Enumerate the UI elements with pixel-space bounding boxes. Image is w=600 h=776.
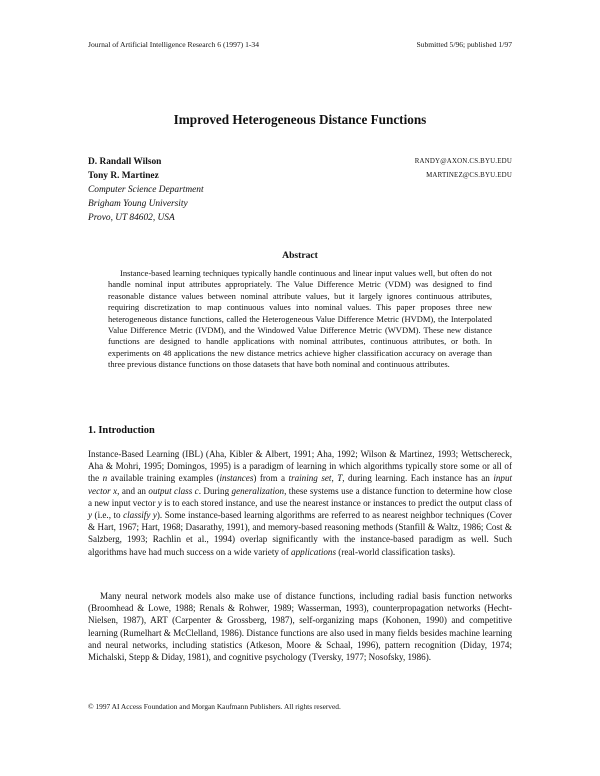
text-run-italic: T: [337, 473, 343, 484]
text-run-italic: training set: [288, 473, 332, 484]
journal-citation: Journal of Artificial Intelligence Research 6 (1997) 1-34: [88, 40, 260, 49]
affiliation-line: Computer Science Department: [88, 185, 204, 195]
affiliation-line: Provo, UT 84602, USA: [88, 213, 175, 223]
author-block: [88, 155, 512, 225]
text-run: Many neural network models also make use of distance functions, including radial basis function networks (Broomhead & Lowe, 1988; Renals & Rohwer, 1989; Wasserman, 1993), counterpropagation networks (Hecht-Nielsen, 1987), ART (Carpenter & Grossberg, 1987), self-organizing maps (Kohonen, 1990) and competitive learning (Rumelhart & McClelland, 1986). Distance functions are also used in many fields besides machine learning and neural networks, including statistics (Atkeson, Moore & Schaal, 1996), pattern recognition (Diday, 1974; Michalski, Stepp & Diday, 1981), and cognitive psychology (Tversky, 1977; Nosofsky, 1986).: [88, 591, 513, 663]
text-run-italic: instances: [219, 473, 254, 484]
running-head: [88, 40, 512, 49]
text-run: ,: [331, 473, 338, 484]
text-run-italic: applications: [291, 546, 337, 557]
author-row: [88, 169, 512, 183]
text-run: is to each stored instance, and use the nearest instance or instances to predict the output class of: [161, 497, 512, 508]
abstract-heading: Abstract: [282, 250, 318, 261]
author-email: MARTINEZ@CS.BYU.EDU: [426, 172, 512, 179]
submission-dates: Submitted 5/96; published 1/97: [416, 40, 512, 49]
section-heading: 1. Introduction: [88, 425, 155, 436]
text-run-italic: generalization: [231, 485, 285, 496]
text-run: Instance-Based Learning (IBL) (Aha, Kibler & Albert, 1991; Aha, 1992; Wilson & Martinez, 1993; Wettschereck, Aha & Mohri, 1995; Domingos, 1995) is a paradigm of learning in which algorithms typically store some or all of the: [88, 449, 512, 484]
text-run: (real-world classification tasks).: [336, 546, 456, 557]
text-run: ). Some instance-based learning algorithms are referred to as nearest neighbor techniques (Cover & Hart, 1967; Hart, 1968; Dasarathy, 1991), and memory-based reasoning methods (Stanfill & Waltz, 1986; Cost & Salzberg, 1993; Rachlin et al., 1994) overlap significantly with the instance-based paradigm as well. Such algorithms have had much success on a wide variety of: [88, 510, 513, 557]
text-run-italic: n: [102, 473, 108, 484]
affiliation-line: Brigham Young University: [88, 199, 188, 209]
text-run: , and an: [117, 485, 149, 496]
text-run-italic: y: [88, 510, 93, 521]
text-run: . During: [198, 485, 232, 496]
text-run: , these systems use a distance function to determine how close a new input vector: [88, 485, 512, 508]
text-run: (i.e., to: [92, 510, 124, 521]
text-run-italic: y: [157, 497, 162, 508]
intro-paragraph-2: [88, 590, 512, 663]
text-run-italic: output class c: [148, 485, 199, 496]
text-run-italic: input vector x: [88, 473, 513, 496]
text-run-italic: classify y: [123, 510, 157, 521]
author-name: D. Randall Wilson: [88, 157, 162, 167]
abstract-text: [108, 268, 492, 371]
intro-paragraph-1: [88, 448, 512, 558]
author-row: [88, 155, 512, 169]
abstract-body: Instance-based learning techniques typically handle continuous and linear input values well, but often do not handle nominal input attributes appropriately. The Value Difference Metric (VDM) was designed to find reasonable distance values between nominal attribute values, but it largely ignores continuous attributes, requiring discretization to map continuous values into nominal values. This paper proposes three new heterogeneous distance functions, called the Heterogeneous Value Difference Metric (HVDM), the Interpolated Value Difference Metric (IVDM), and the Windowed Value Difference Metric (WVDM). These new distance functions are designed to handle applications with nominal attributes, continuous attributes, or both. In experiments on 48 applications the new distance metrics achieve higher classification accuracy on average than three previous distance functions on those datasets that have both nominal and continuous attributes.: [108, 268, 492, 370]
copyright-footer: © 1997 AI Access Foundation and Morgan Kaufmann Publishers. All rights reserved.: [88, 702, 341, 711]
text-run: available training examples (: [107, 473, 220, 484]
text-run: ) from a: [253, 473, 289, 484]
text-run: , during learning. Each instance has an: [342, 473, 494, 484]
author-name: Tony R. Martinez: [88, 171, 159, 181]
paper-title: Improved Heterogeneous Distance Functions: [173, 112, 427, 127]
author-email: RANDY@AXON.CS.BYU.EDU: [414, 158, 512, 165]
